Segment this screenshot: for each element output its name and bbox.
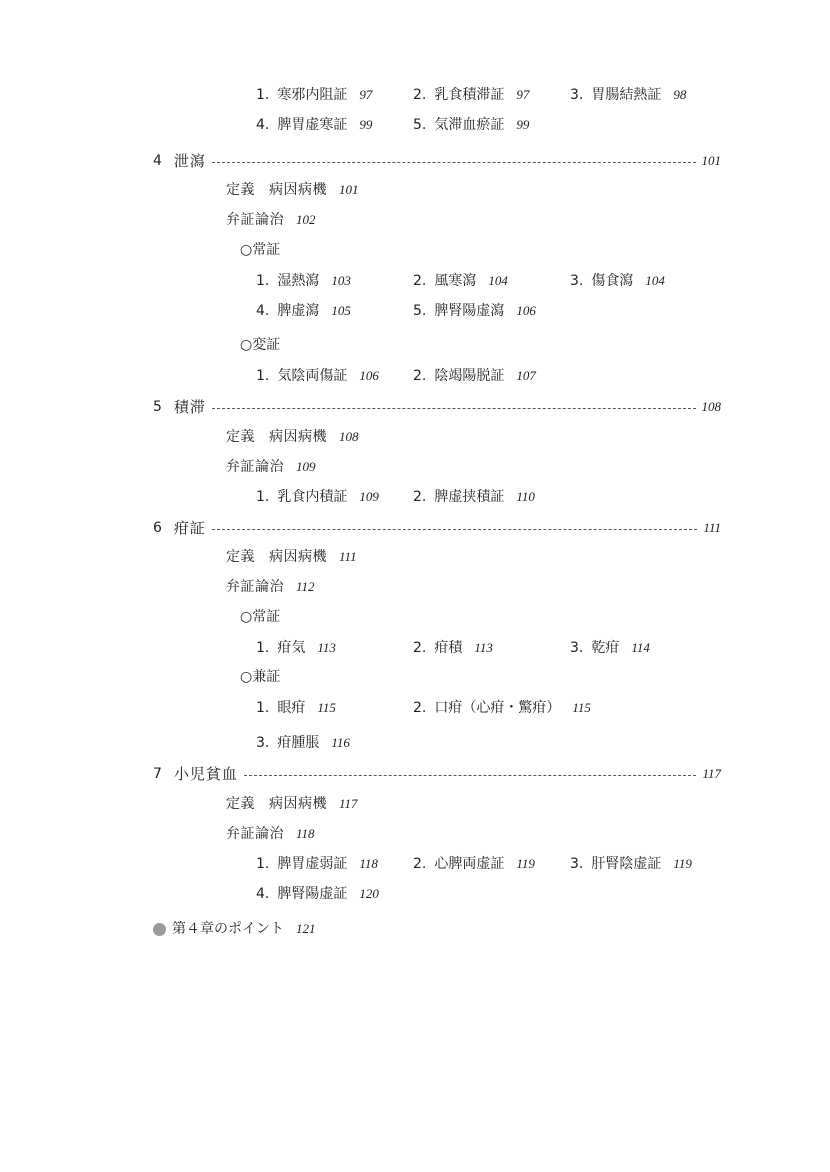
toc-entry[interactable] bbox=[413, 270, 508, 292]
toc-entry[interactable] bbox=[256, 365, 379, 387]
group-heading: ○常証 bbox=[240, 609, 281, 625]
entry-title: 口疳（心疳・驚疳） bbox=[434, 700, 561, 716]
diagnosis-label: 弁証論治 bbox=[226, 826, 284, 842]
section-page: 117 bbox=[702, 766, 721, 781]
toc-entry[interactable] bbox=[256, 853, 378, 875]
definition-entry[interactable] bbox=[226, 179, 359, 201]
toc-row bbox=[0, 697, 830, 719]
section-number: 4 bbox=[153, 153, 162, 169]
toc-entry[interactable] bbox=[256, 697, 336, 719]
entry-title: 脾腎陽虚瀉 bbox=[434, 303, 505, 319]
entry-page: 113 bbox=[317, 640, 336, 655]
entry-number: 4. bbox=[256, 303, 270, 319]
entry-page: 106 bbox=[359, 368, 379, 383]
entry-title: 乳食内積証 bbox=[277, 489, 348, 505]
toc-entry[interactable] bbox=[570, 853, 692, 875]
entry-number: 4. bbox=[256, 117, 270, 133]
toc-row bbox=[0, 365, 830, 387]
toc-entry[interactable] bbox=[570, 637, 650, 659]
toc-entry[interactable] bbox=[256, 84, 372, 106]
toc-entry[interactable] bbox=[570, 270, 665, 292]
definition-label: 定義 bbox=[226, 429, 255, 445]
toc-entry[interactable] bbox=[570, 84, 686, 106]
definition-label: 定義 bbox=[226, 796, 255, 812]
entry-number: 1. bbox=[256, 640, 270, 656]
chapter-points-title: 第４章のポイント bbox=[172, 921, 284, 937]
entry-page: 113 bbox=[474, 640, 493, 655]
toc-entry[interactable] bbox=[256, 114, 372, 136]
entry-title: 胃腸結熱証 bbox=[591, 87, 662, 103]
entry-title: 疳気 bbox=[277, 640, 306, 656]
entry-number: 1. bbox=[256, 489, 270, 505]
toc-row bbox=[0, 486, 830, 508]
entry-page: 121 bbox=[296, 921, 316, 936]
entry-number: 4. bbox=[256, 886, 270, 902]
toc-entry[interactable] bbox=[256, 300, 351, 322]
entry-title: 脾虚瀉 bbox=[277, 303, 320, 319]
toc-entry[interactable] bbox=[413, 486, 535, 508]
diagnosis-label: 弁証論治 bbox=[226, 212, 284, 228]
entry-title: 心脾両虚証 bbox=[434, 856, 505, 872]
entry-title: 脾腎陽虚証 bbox=[277, 886, 348, 902]
entry-number: 3. bbox=[570, 273, 584, 289]
toc-entry[interactable] bbox=[413, 697, 591, 719]
entry-number: 3. bbox=[570, 640, 584, 656]
definition-entry[interactable] bbox=[226, 426, 359, 448]
entry-number: 2. bbox=[413, 273, 427, 289]
entry-number: 3. bbox=[570, 856, 584, 872]
entry-page: 118 bbox=[296, 826, 315, 841]
section-title: 疳証 bbox=[173, 519, 206, 537]
section-number: 7 bbox=[153, 766, 162, 782]
toc-entry[interactable] bbox=[256, 637, 336, 659]
section-title: 小児貧血 bbox=[173, 765, 238, 783]
entry-number: 1. bbox=[256, 368, 270, 384]
section-heading[interactable] bbox=[153, 150, 721, 172]
entry-page: 116 bbox=[331, 735, 350, 750]
entry-page: 119 bbox=[516, 856, 535, 871]
section-page: 108 bbox=[701, 399, 721, 414]
definition-label: 定義 bbox=[226, 182, 255, 198]
toc-entry[interactable] bbox=[413, 637, 493, 659]
bullet-circle-icon bbox=[153, 923, 166, 936]
entry-page: 99 bbox=[516, 117, 530, 132]
dot-leader bbox=[212, 408, 696, 409]
toc-entry[interactable] bbox=[256, 270, 351, 292]
entry-title: 乾疳 bbox=[591, 640, 620, 656]
toc-row bbox=[0, 883, 830, 905]
toc-entry[interactable] bbox=[256, 486, 379, 508]
entry-number: 1. bbox=[256, 87, 270, 103]
entry-page: 104 bbox=[645, 273, 665, 288]
entry-page: 119 bbox=[673, 856, 692, 871]
entry-page: 109 bbox=[359, 489, 379, 504]
section-heading[interactable] bbox=[153, 396, 721, 418]
entry-page: 106 bbox=[516, 303, 536, 318]
entry-number: 2. bbox=[413, 640, 427, 656]
entry-page: 99 bbox=[359, 117, 373, 132]
dot-leader bbox=[212, 529, 697, 530]
toc-entry[interactable] bbox=[256, 732, 350, 754]
entry-page: 117 bbox=[339, 796, 358, 811]
group-heading: ○兼証 bbox=[240, 669, 281, 685]
entry-number: 3. bbox=[570, 87, 584, 103]
entry-page: 111 bbox=[339, 549, 357, 564]
entry-title: 脾虚挟積証 bbox=[434, 489, 505, 505]
toc-row bbox=[0, 300, 830, 322]
toc-row bbox=[0, 853, 830, 875]
entry-number: 2. bbox=[413, 368, 427, 384]
entry-page: 109 bbox=[296, 459, 316, 474]
entry-number: 2. bbox=[413, 489, 427, 505]
entry-title: 脾胃虚寒証 bbox=[277, 117, 348, 133]
etiology-label: 病因病機 bbox=[269, 796, 327, 812]
toc-entry[interactable] bbox=[413, 84, 529, 106]
section-heading[interactable] bbox=[153, 517, 721, 539]
etiology-label: 病因病機 bbox=[269, 182, 327, 198]
entry-number: 1. bbox=[256, 856, 270, 872]
toc-row bbox=[0, 114, 830, 136]
entry-number: 2. bbox=[413, 87, 427, 103]
dot-leader bbox=[212, 162, 696, 163]
entry-page: 115 bbox=[572, 700, 591, 715]
etiology-label: 病因病機 bbox=[269, 549, 327, 565]
entry-page: 107 bbox=[516, 368, 536, 383]
entry-number: 1. bbox=[256, 273, 270, 289]
diagnosis-label: 弁証論治 bbox=[226, 579, 284, 595]
entry-title: 肝腎陰虚証 bbox=[591, 856, 662, 872]
diagnosis-entry[interactable] bbox=[226, 576, 315, 598]
toc-entry[interactable] bbox=[413, 300, 536, 322]
group-heading: ○変証 bbox=[240, 337, 281, 353]
entry-number: 2. bbox=[413, 856, 427, 872]
entry-number: 1. bbox=[256, 700, 270, 716]
entry-page: 108 bbox=[339, 429, 359, 444]
diagnosis-label: 弁証論治 bbox=[226, 459, 284, 475]
entry-number: 2. bbox=[413, 700, 427, 716]
entry-page: 98 bbox=[673, 87, 687, 102]
entry-page: 97 bbox=[516, 87, 530, 102]
entry-page: 104 bbox=[488, 273, 508, 288]
section-number: 5 bbox=[153, 399, 162, 415]
entry-title: 気滞血瘀証 bbox=[434, 117, 505, 133]
entry-number: 5. bbox=[413, 303, 427, 319]
toc-entry[interactable] bbox=[413, 365, 536, 387]
entry-title: 疳腫脹 bbox=[277, 735, 320, 751]
diagnosis-entry[interactable] bbox=[226, 823, 315, 845]
entry-title: 風寒瀉 bbox=[434, 273, 477, 289]
section-number: 6 bbox=[153, 520, 162, 536]
entry-title: 傷食瀉 bbox=[591, 273, 634, 289]
entry-page: 101 bbox=[339, 182, 359, 197]
section-heading[interactable] bbox=[153, 763, 721, 785]
entry-page: 97 bbox=[359, 87, 373, 102]
entry-page: 118 bbox=[359, 856, 378, 871]
entry-title: 寒邪内阻証 bbox=[277, 87, 348, 103]
entry-page: 105 bbox=[331, 303, 351, 318]
section-page: 101 bbox=[701, 153, 721, 168]
toc-entry[interactable] bbox=[413, 853, 535, 875]
toc-row bbox=[0, 84, 830, 106]
entry-page: 120 bbox=[359, 886, 379, 901]
entry-title: 疳積 bbox=[434, 640, 463, 656]
entry-page: 115 bbox=[317, 700, 336, 715]
section-title: 積滞 bbox=[173, 398, 206, 416]
toc-entry[interactable] bbox=[413, 114, 529, 136]
entry-number: 5. bbox=[413, 117, 427, 133]
toc-row bbox=[0, 732, 830, 754]
toc-row bbox=[0, 637, 830, 659]
entry-title: 陰竭陽脱証 bbox=[434, 368, 505, 384]
entry-page: 102 bbox=[296, 212, 316, 227]
chapter-points-entry[interactable] bbox=[153, 918, 316, 940]
group-heading: ○常証 bbox=[240, 242, 281, 258]
definition-entry[interactable] bbox=[226, 793, 358, 815]
toc-row bbox=[0, 270, 830, 292]
diagnosis-entry[interactable] bbox=[226, 209, 316, 231]
section-title: 泄瀉 bbox=[173, 152, 206, 170]
section-page: 111 bbox=[703, 520, 721, 535]
toc-entry[interactable] bbox=[256, 883, 379, 905]
entry-title: 眼疳 bbox=[277, 700, 306, 716]
diagnosis-entry[interactable] bbox=[226, 456, 316, 478]
entry-number: 3. bbox=[256, 735, 270, 751]
entry-page: 103 bbox=[331, 273, 351, 288]
entry-page: 110 bbox=[516, 489, 535, 504]
entry-title: 湿熱瀉 bbox=[277, 273, 320, 289]
entry-page: 112 bbox=[296, 579, 315, 594]
definition-label: 定義 bbox=[226, 549, 255, 565]
entry-title: 乳食積滞証 bbox=[434, 87, 505, 103]
entry-page: 114 bbox=[631, 640, 650, 655]
entry-title: 気陰両傷証 bbox=[277, 368, 348, 384]
entry-title: 脾胃虚弱証 bbox=[277, 856, 348, 872]
definition-entry[interactable] bbox=[226, 546, 357, 568]
dot-leader bbox=[244, 775, 697, 776]
etiology-label: 病因病機 bbox=[269, 429, 327, 445]
